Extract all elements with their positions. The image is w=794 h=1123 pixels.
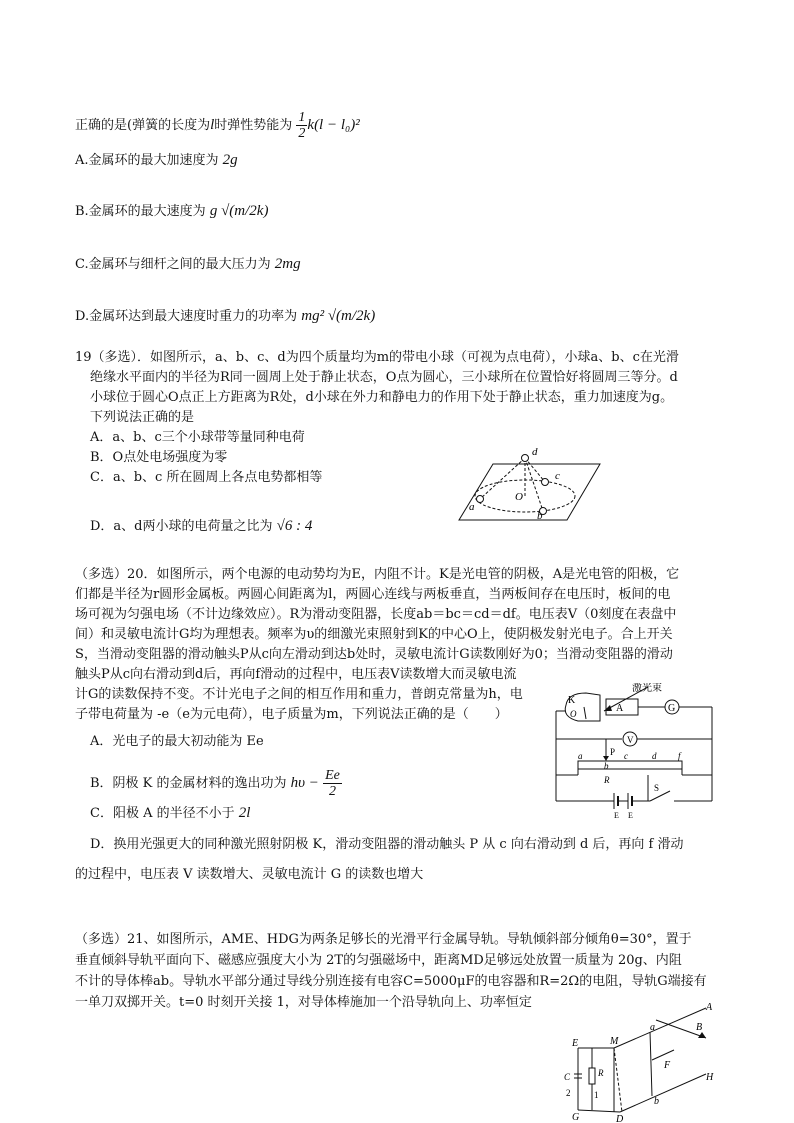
q21-line-1: （多选）21、如图所示，AME、HDG为两条足够长的光滑平行金属导轨。导轨倾斜部分倾角θ=30°，置于 — [75, 932, 692, 947]
q19-line-4: 下列说法正确的是 — [90, 410, 195, 425]
label-c: c — [555, 470, 560, 482]
option-d-math: mg² √(m/2k) — [301, 308, 376, 324]
intro-formula: k(l − l₀)² — [307, 117, 360, 133]
q20-line-2: 们都是半径为r圆形金属板。两圆心间距离为l，两圆心连线与两板垂直，当两板间存在电压时，板间的电 — [75, 587, 671, 602]
label-R: R — [604, 775, 610, 785]
q20-option-b-num: Ee — [325, 768, 340, 783]
q20-option-c-label: C．阳极 A 的半径不小于 — [90, 806, 235, 821]
q21-line-4: 一单刀双掷开关。t=0 时刻开关接 1，对导体棒施加一个沿导轨向上、功率恒定 — [75, 995, 532, 1010]
label-G-rail: G — [572, 1112, 580, 1123]
label-d-r: d — [652, 751, 657, 761]
label-P: P — [610, 747, 616, 757]
label-G: G — [668, 703, 676, 714]
q20-option-d-2: 的过程中，电压表 V 读数增大、灵敏电流计 G 的读数也增大 — [75, 867, 424, 882]
q20-line-6: 触头P从c向右滑动到d后，再向f滑动的过程中，电压表V读数增大而灵敏电流 — [75, 667, 517, 682]
option-c — [75, 256, 301, 273]
q20-line-3: 场可视为匀强电场（不计边缘效应）。R为滑动变阻器，长度ab＝bc＝cd＝df。电压表V（0刻度在表盘中 — [75, 607, 677, 622]
label-D: D — [616, 1114, 624, 1123]
q20-circuit-figure — [548, 683, 720, 823]
q19-option-c: C．a、b、c 所在圆周上各点电势都相等 — [90, 470, 323, 485]
label-a-r: a — [578, 751, 583, 761]
q19-line-3: 小球位于圆心O点正上方距离为R处，d小球在外力和静电力的作用下处于静止状态，重力加速度为g。 — [90, 390, 674, 405]
label-R-rail: R — [598, 1068, 604, 1078]
q21-line-3: 不计的导体棒ab。导轨水平部分通过导线分别连接有电容C=5000μF的电容器和R=2Ω的电阻，导轨G端接有 — [75, 974, 707, 989]
option-b-label: B.金属环的最大速度为 — [75, 204, 206, 219]
label-H: H — [706, 1072, 714, 1083]
option-a-label: A.金属环的最大加速度为 — [75, 153, 219, 168]
q20-option-d-1: D．换用光强更大的同种激光照射阴极 K，滑动变阻器的滑动触头 P 从 c 向右滑动到 d 后，再向 f 滑动 — [90, 837, 684, 852]
label-A: A — [616, 703, 624, 714]
q19-option-d — [90, 518, 312, 535]
label-laser: 激光束 — [632, 683, 662, 694]
q21-line-2: 垂直倾斜导轨平面向下、磁感应强度大小为 2T的匀强磁场中，距离MD足够远处放置一质量为 20g、内阻 — [75, 953, 682, 968]
q20-option-b-math: hυ − — [290, 775, 319, 791]
label-b-r: b — [604, 761, 609, 771]
intro-l-var: l — [210, 117, 215, 133]
q19-option-a: A．a、b、c三个小球带等量同种电荷 — [90, 430, 305, 445]
label-c-r: c — [624, 751, 628, 761]
option-a — [75, 152, 238, 169]
label-B-field: B — [696, 1022, 703, 1033]
option-b — [75, 203, 268, 220]
label-V: V — [627, 735, 634, 745]
q19-line-1: 19（多选）．如图所示，a、b、c、d为四个质量均为m的带电小球（可视为点电荷），小球a、b、c在光滑 — [75, 350, 679, 365]
q19-option-b: B．O点处电场强度为零 — [90, 450, 228, 465]
label-O: O — [515, 491, 523, 503]
label-f-r: f — [678, 751, 681, 761]
q19-option-d-label: D．a、d两小球的电荷量之比为 — [90, 519, 273, 534]
q20-option-b-fraction — [323, 768, 342, 799]
label-a-bar: a — [650, 1022, 655, 1033]
label-E1: E — [614, 811, 619, 820]
label-E2: E — [628, 811, 633, 820]
intro-line — [75, 110, 360, 141]
q20-line-4: 间）和灵敏电流计G均为理想表。频率为υ的细激光束照射到K的中心O上，使阴极发射光电子。合上开关 — [75, 627, 673, 642]
label-F: F — [664, 1060, 671, 1071]
label-a: a — [469, 501, 475, 513]
label-E-rail: E — [572, 1038, 579, 1049]
label-O-tube: O — [570, 709, 577, 719]
option-a-math: 2g — [222, 152, 238, 168]
q20-line-8: 子带电荷量为 -e（e为元电荷），电子质量为m，下列说法正确的是（ ） — [75, 707, 508, 722]
label-1: 1 — [594, 1090, 599, 1100]
q19-figure — [455, 444, 605, 522]
q19-line-2: 绝缘水平面内的半径为R同一圆周上处于静止状态，O点为圆心，三小球所在位置恰好将圆周三等分。d — [90, 370, 678, 385]
label-b-bar: b — [654, 1096, 659, 1107]
q20-option-b-label: B．阴极 K 的金属材料的逸出功为 — [90, 776, 287, 791]
option-d — [75, 308, 375, 325]
label-A-rail: A — [706, 1002, 713, 1013]
option-d-label: D.金属环达到最大速度时重力的功率为 — [75, 309, 298, 324]
label-C: C — [564, 1072, 571, 1082]
q20-option-c — [90, 805, 250, 822]
q20-line-1: （多选）20．如图所示，两个电源的电动势均为E，内阻不计。K是光电管的阴极，A是光电管的阳极，它 — [75, 567, 680, 582]
q20-option-a: A．光电子的最大初动能为 Ee — [90, 734, 264, 749]
q20-line-7: 计G的读数保持不变。不计光电子之间的相互作用和重力，普朗克常量为h，电 — [75, 687, 523, 702]
label-b: b — [537, 510, 543, 522]
label-K: K — [568, 695, 576, 706]
q19-option-d-math: √6 : 4 — [276, 518, 313, 534]
q20-option-b-den: 2 — [328, 784, 336, 799]
fraction-half: $\frac{1}{2}$ — [298, 110, 306, 141]
option-c-label: C.金属环与细杆之间的最大压力为 — [75, 257, 271, 272]
label-2: 2 — [566, 1088, 571, 1098]
label-M: M — [610, 1036, 619, 1047]
intro-mid: 时弹性势能为 — [214, 118, 293, 133]
q20-option-b — [90, 768, 342, 799]
q20-option-c-math: 2l — [238, 805, 251, 821]
label-S: S — [654, 783, 660, 793]
q21-rail-figure — [556, 1000, 726, 1123]
option-b-math: g √(m/2k) — [209, 203, 269, 219]
label-d: d — [532, 446, 538, 458]
option-c-math: 2mg — [274, 256, 301, 272]
intro-prefix: 正确的是(弹簧的长度为 — [75, 118, 211, 133]
q20-line-5: S，当滑动变阻器的滑动触头P从c向左滑动到达b处时，灵敏电流计G读数刚好为0；当滑动变阻器的滑动 — [75, 647, 673, 662]
